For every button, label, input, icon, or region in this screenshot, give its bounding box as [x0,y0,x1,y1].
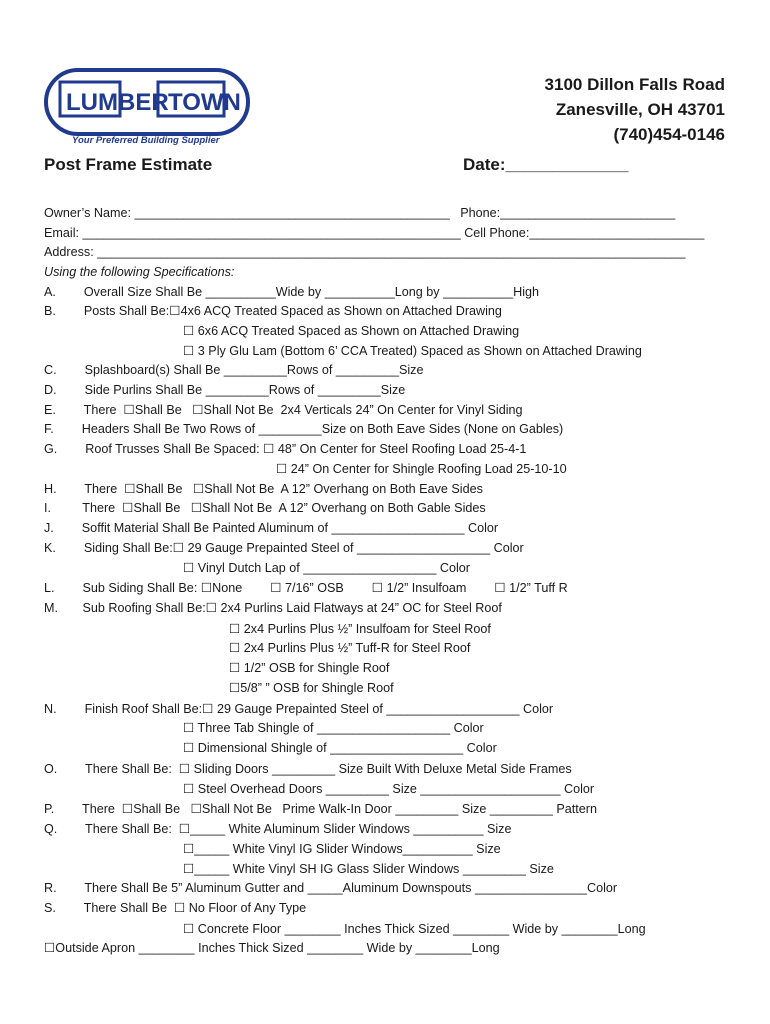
item-m-option-osb-58[interactable]: ☐5/8” ” OSB for Shingle Roof [229,681,394,695]
item-e-verticals[interactable]: E. There ☐Shall Be ☐Shall Not Be 2x4 Verticals 24” On Center for Vinyl Siding [44,403,523,417]
item-l-sub-siding[interactable]: L. Sub Siding Shall Be: ☐None ☐ 7/16” OSB ☐ 1/2” Insulfoam ☐ 1/2” Tuff R [44,581,568,595]
item-b-posts[interactable]: B. Posts Shall Be:☐4x6 ACQ Treated Spaced as Shown on Attached Drawing [44,304,502,318]
item-q-windows[interactable]: Q. There Shall Be: ☐_____ White Aluminum Slider Windows __________ Size [44,822,512,836]
item-q-option-vinyl-ig[interactable]: ☐_____ White Vinyl IG Slider Windows__________ Size [183,842,501,856]
item-a-overall-size[interactable]: A. Overall Size Shall Be __________Wide by __________Long by __________High [44,285,540,299]
item-n-finish-roof[interactable]: N. Finish Roof Shall Be:☐ 29 Gauge Prepainted Steel of ___________________ Color [44,702,554,716]
item-s-option-concrete[interactable]: ☐ Concrete Floor ________ Inches Thick Sized ________ Wide by ________Long [183,922,646,936]
address-line-1: 3100 Dillon Falls Road [544,75,725,94]
item-k-option-vinyl[interactable]: ☐ Vinyl Dutch Lap of ___________________ Color [183,561,470,575]
item-p-walkin-door[interactable]: P. There ☐Shall Be ☐Shall Not Be Prime Walk-In Door _________ Size _________ Pattern [44,802,597,816]
address-line[interactable]: Address: ____________________________________________________________________________________ [44,245,686,259]
company-address [545,72,725,147]
address-line-2: Zanesville, OH 43701 [555,100,725,119]
page-title: Post Frame Estimate [44,155,213,174]
item-i-gable-overhang[interactable]: I. There ☐Shall Be ☐Shall Not Be A 12” Overhang on Both Gable Sides [44,501,486,515]
item-n-option-three-tab[interactable]: ☐ Three Tab Shingle of ___________________ Color [183,721,484,735]
company-phone: (740)454-0146 [613,125,725,144]
lumbertown-logo [44,68,250,148]
item-m-option-osb-half[interactable]: ☐ 1/2” OSB for Shingle Roof [229,661,390,675]
item-f-headers[interactable]: F. Headers Shall Be Two Rows of _________Size on Both Eave Sides (None on Gables) [44,422,564,436]
logo-word-lumber: LUMBER [66,89,169,116]
item-s-floor[interactable]: S. There Shall Be ☐ No Floor of Any Type [44,901,307,915]
owner-phone-line[interactable]: Owner’s Name: _____________________________________________ Phone:_________________________ [44,206,676,220]
item-k-siding[interactable]: K. Siding Shall Be:☐ 29 Gauge Prepainted Steel of ___________________ Color [44,541,524,555]
logo-word-town: TOWN [168,89,241,116]
item-o-doors[interactable]: O. There Shall Be: ☐ Sliding Doors _________ Size Built With Deluxe Metal Side Frames [44,762,572,776]
item-b-option-glulam[interactable]: ☐ 3 Ply Glu Lam (Bottom 6’ CCA Treated) Spaced as Shown on Attached Drawing [183,344,642,358]
item-j-soffit[interactable]: J. Soffit Material Shall Be Painted Aluminum of ___________________ Color [44,521,499,535]
item-m-option-insulfoam[interactable]: ☐ 2x4 Purlins Plus ½” Insulfoam for Steel Roof [229,622,491,636]
item-g-roof-trusses[interactable]: G. Roof Trusses Shall Be Spaced: ☐ 48” On Center for Steel Roofing Load 25-4-1 [44,442,527,456]
date-field[interactable]: Date:_____________ [463,155,629,174]
item-d-side-purlins[interactable]: D. Side Purlins Shall Be _________Rows of _________Size [44,383,406,397]
item-h-eave-overhang[interactable]: H. There ☐Shall Be ☐Shall Not Be A 12” Overhang on Both Eave Sides [44,482,483,496]
email-cellphone-line[interactable]: Email: ______________________________________________________ Cell Phone:_________________________ [44,226,705,240]
logo-tagline: Your Preferred Building Supplier [72,135,220,146]
item-m-sub-roofing[interactable]: M. Sub Roofing Shall Be:☐ 2x4 Purlins Laid Flatways at 24” OC for Steel Roof [44,601,502,615]
specs-intro: Using the following Specifications: [44,265,235,279]
item-o-option-overhead[interactable]: ☐ Steel Overhead Doors _________ Size ____________________ Color [183,782,595,796]
item-b-option-6x6[interactable]: ☐ 6x6 ACQ Treated Spaced as Shown on Attached Drawing [183,324,520,338]
item-n-option-dimensional[interactable]: ☐ Dimensional Shingle of ___________________ Color [183,741,497,755]
item-m-option-tuffr[interactable]: ☐ 2x4 Purlins Plus ½” Tuff-R for Steel Roof [229,641,471,655]
item-c-splashboard[interactable]: C. Splashboard(s) Shall Be _________Rows of _________Size [44,363,424,377]
item-r-gutter[interactable]: R. There Shall Be 5” Aluminum Gutter and _____Aluminum Downspouts ________________Color [44,881,618,895]
item-q-option-vinyl-sh[interactable]: ☐_____ White Vinyl SH IG Glass Slider Windows _________ Size [183,862,554,876]
outside-apron-line[interactable]: ☐Outside Apron ________ Inches Thick Sized ________ Wide by ________Long [44,941,500,955]
item-g-option-24oc[interactable]: ☐ 24” On Center for Shingle Roofing Load 25-10-10 [276,462,567,476]
